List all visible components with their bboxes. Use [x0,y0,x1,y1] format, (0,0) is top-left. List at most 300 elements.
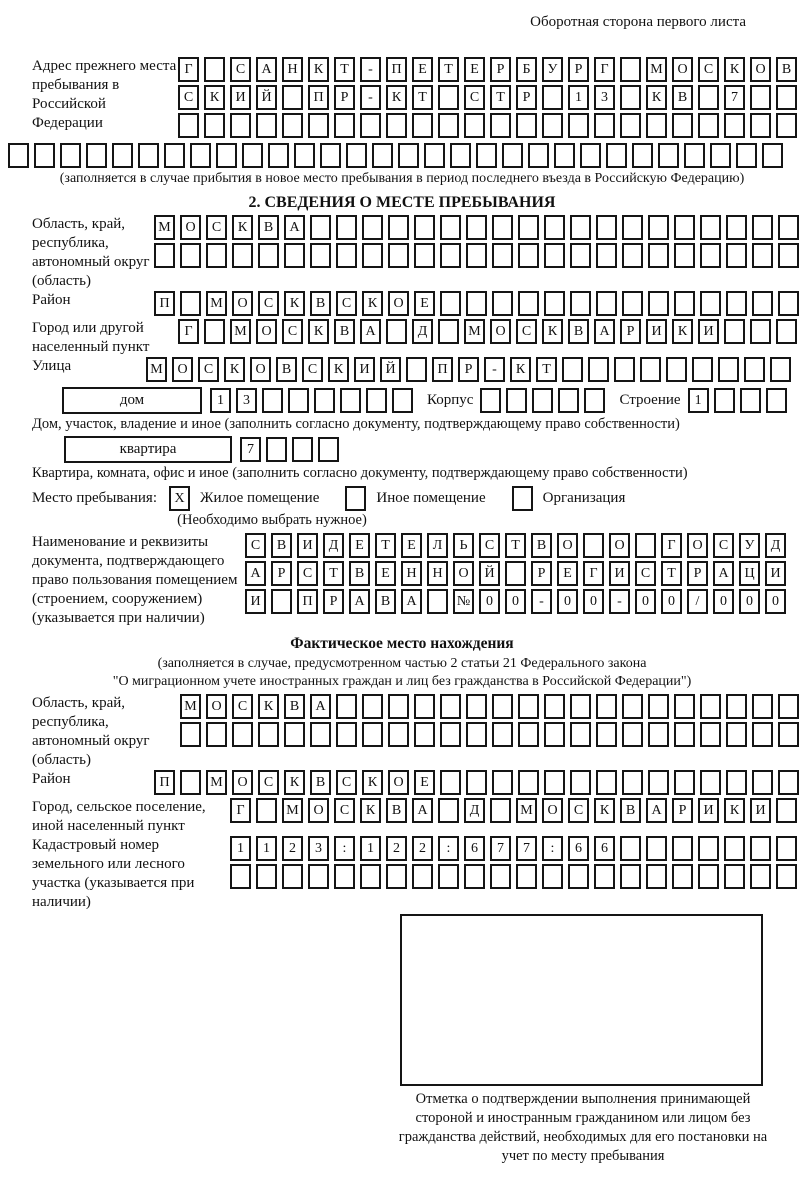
char-cell[interactable]: М [180,694,201,719]
char-cell[interactable] [466,291,487,316]
char-cell[interactable]: Г [583,561,604,586]
char-cell[interactable] [372,143,393,168]
char-cell[interactable]: П [432,357,453,382]
char-cell[interactable]: 1 [230,836,251,861]
char-cell[interactable]: Д [765,533,786,558]
char-cell[interactable]: Л [427,533,448,558]
char-cell[interactable]: Г [661,533,682,558]
char-cell[interactable]: А [646,798,667,823]
char-cell[interactable]: В [276,357,297,382]
char-cell[interactable] [622,722,643,747]
char-cell[interactable]: К [386,85,407,110]
char-cell[interactable] [414,215,435,240]
char-cell[interactable] [282,864,303,889]
char-cell[interactable]: В [531,533,552,558]
char-cell[interactable] [648,722,669,747]
char-cell[interactable]: 0 [583,589,604,614]
char-cell[interactable]: Д [412,319,433,344]
char-cell[interactable] [310,243,331,268]
char-cell[interactable] [672,864,693,889]
char-cell[interactable] [262,388,283,413]
char-cell[interactable]: К [646,85,667,110]
char-cell[interactable] [698,836,719,861]
char-cell[interactable]: Р [271,561,292,586]
char-cell[interactable]: Т [334,57,355,82]
char-cell[interactable] [506,388,527,413]
char-cell[interactable] [518,770,539,795]
char-cell[interactable]: / [687,589,708,614]
char-cell[interactable] [596,694,617,719]
char-cell[interactable] [672,836,693,861]
char-cell[interactable] [640,357,661,382]
char-cell[interactable] [362,722,383,747]
char-cell[interactable] [180,243,201,268]
organization-checkbox[interactable] [512,486,533,511]
char-cell[interactable]: Р [490,57,511,82]
char-cell[interactable]: С [245,533,266,558]
char-cell[interactable] [464,113,485,138]
char-cell[interactable]: 0 [505,589,526,614]
char-cell[interactable] [282,85,303,110]
char-cell[interactable]: - [531,589,552,614]
char-cell[interactable] [438,319,459,344]
char-cell[interactable] [204,319,225,344]
char-cell[interactable] [614,357,635,382]
char-cell[interactable] [518,291,539,316]
char-cell[interactable] [766,388,787,413]
char-cell[interactable] [256,798,277,823]
char-cell[interactable] [532,388,553,413]
char-cell[interactable] [674,243,695,268]
char-cell[interactable] [392,388,413,413]
char-cell[interactable] [558,388,579,413]
char-cell[interactable] [646,113,667,138]
char-cell[interactable] [594,113,615,138]
char-cell[interactable] [596,215,617,240]
char-cell[interactable] [674,694,695,719]
char-cell[interactable] [360,113,381,138]
char-cell[interactable]: Е [349,533,370,558]
char-cell[interactable]: А [349,589,370,614]
char-cell[interactable] [752,722,773,747]
char-cell[interactable] [366,388,387,413]
char-cell[interactable] [492,770,513,795]
char-cell[interactable]: 7 [516,836,537,861]
char-cell[interactable]: О [750,57,771,82]
char-cell[interactable]: А [310,694,331,719]
char-cell[interactable] [438,85,459,110]
char-cell[interactable]: П [154,291,175,316]
char-cell[interactable] [292,437,313,462]
char-cell[interactable] [204,57,225,82]
char-cell[interactable]: П [308,85,329,110]
char-cell[interactable]: С [334,798,355,823]
char-cell[interactable]: С [568,798,589,823]
char-cell[interactable]: С [258,291,279,316]
char-cell[interactable] [554,143,575,168]
char-cell[interactable] [752,694,773,719]
char-cell[interactable] [622,694,643,719]
char-cell[interactable] [583,533,604,558]
char-cell[interactable] [450,143,471,168]
char-cell[interactable] [584,388,605,413]
char-cell[interactable] [505,561,526,586]
char-cell[interactable]: Г [178,57,199,82]
char-cell[interactable] [700,291,721,316]
char-cell[interactable]: К [724,57,745,82]
char-cell[interactable]: С [198,357,219,382]
char-cell[interactable] [700,722,721,747]
char-cell[interactable] [674,770,695,795]
char-cell[interactable] [596,291,617,316]
char-cell[interactable]: С [297,561,318,586]
char-cell[interactable] [778,243,799,268]
char-cell[interactable]: К [284,291,305,316]
char-cell[interactable] [388,722,409,747]
char-cell[interactable] [386,864,407,889]
char-cell[interactable]: И [698,798,719,823]
char-cell[interactable] [648,215,669,240]
char-cell[interactable] [414,722,435,747]
char-cell[interactable] [386,319,407,344]
char-cell[interactable]: А [284,215,305,240]
char-cell[interactable]: У [739,533,760,558]
char-cell[interactable]: О [609,533,630,558]
apartment-field-box[interactable]: квартира [64,436,232,463]
char-cell[interactable] [596,770,617,795]
char-cell[interactable]: К [594,798,615,823]
char-cell[interactable] [724,836,745,861]
char-cell[interactable] [570,722,591,747]
char-cell[interactable] [180,770,201,795]
char-cell[interactable] [674,291,695,316]
char-cell[interactable]: О [180,215,201,240]
char-cell[interactable] [666,357,687,382]
char-cell[interactable]: 1 [568,85,589,110]
char-cell[interactable]: К [328,357,349,382]
char-cell[interactable] [178,113,199,138]
char-cell[interactable]: И [698,319,719,344]
char-cell[interactable] [308,864,329,889]
char-cell[interactable]: 1 [360,836,381,861]
char-cell[interactable] [632,143,653,168]
char-cell[interactable] [606,143,627,168]
char-cell[interactable] [164,143,185,168]
char-cell[interactable] [570,215,591,240]
char-cell[interactable]: 3 [236,388,257,413]
char-cell[interactable] [635,533,656,558]
char-cell[interactable] [492,291,513,316]
char-cell[interactable]: В [284,694,305,719]
char-cell[interactable] [308,113,329,138]
char-cell[interactable] [112,143,133,168]
char-cell[interactable] [518,243,539,268]
char-cell[interactable]: Е [375,561,396,586]
char-cell[interactable]: С [206,215,227,240]
char-cell[interactable] [726,770,747,795]
char-cell[interactable] [778,694,799,719]
char-cell[interactable] [778,770,799,795]
char-cell[interactable] [60,143,81,168]
char-cell[interactable] [700,243,721,268]
char-cell[interactable] [492,215,513,240]
char-cell[interactable] [648,770,669,795]
char-cell[interactable]: С [282,319,303,344]
char-cell[interactable]: В [776,57,797,82]
char-cell[interactable]: А [256,57,277,82]
char-cell[interactable] [466,694,487,719]
char-cell[interactable] [750,113,771,138]
char-cell[interactable] [528,143,549,168]
char-cell[interactable]: В [349,561,370,586]
char-cell[interactable]: П [154,770,175,795]
char-cell[interactable] [622,215,643,240]
char-cell[interactable] [750,319,771,344]
char-cell[interactable] [750,864,771,889]
char-cell[interactable] [336,722,357,747]
char-cell[interactable]: Е [557,561,578,586]
char-cell[interactable] [424,143,445,168]
char-cell[interactable]: С [635,561,656,586]
char-cell[interactable]: Р [323,589,344,614]
char-cell[interactable] [8,143,29,168]
char-cell[interactable] [284,243,305,268]
char-cell[interactable] [438,798,459,823]
char-cell[interactable] [242,143,263,168]
char-cell[interactable]: Й [479,561,500,586]
char-cell[interactable]: С [302,357,323,382]
char-cell[interactable]: И [646,319,667,344]
char-cell[interactable] [542,85,563,110]
char-cell[interactable] [34,143,55,168]
char-cell[interactable]: 0 [635,589,656,614]
char-cell[interactable] [334,864,355,889]
char-cell[interactable] [778,722,799,747]
char-cell[interactable]: - [360,85,381,110]
char-cell[interactable]: Р [458,357,479,382]
char-cell[interactable] [568,113,589,138]
char-cell[interactable] [464,864,485,889]
char-cell[interactable]: Н [427,561,448,586]
char-cell[interactable]: О [388,770,409,795]
char-cell[interactable]: К [284,770,305,795]
char-cell[interactable] [336,243,357,268]
char-cell[interactable] [476,143,497,168]
char-cell[interactable] [310,215,331,240]
char-cell[interactable] [492,722,513,747]
char-cell[interactable]: О [256,319,277,344]
char-cell[interactable] [646,864,667,889]
char-cell[interactable] [700,694,721,719]
char-cell[interactable] [726,291,747,316]
char-cell[interactable] [258,722,279,747]
char-cell[interactable]: 6 [594,836,615,861]
char-cell[interactable] [744,357,765,382]
char-cell[interactable]: К [308,57,329,82]
char-cell[interactable] [412,864,433,889]
char-cell[interactable]: И [609,561,630,586]
char-cell[interactable] [700,770,721,795]
char-cell[interactable]: Е [414,291,435,316]
char-cell[interactable]: 0 [557,589,578,614]
house-field-box[interactable]: дом [62,387,202,414]
char-cell[interactable] [596,722,617,747]
char-cell[interactable]: С [230,57,251,82]
char-cell[interactable]: 7 [490,836,511,861]
char-cell[interactable] [724,319,745,344]
char-cell[interactable]: 3 [594,85,615,110]
char-cell[interactable] [362,215,383,240]
char-cell[interactable]: О [232,770,253,795]
char-cell[interactable] [568,864,589,889]
char-cell[interactable] [684,143,705,168]
char-cell[interactable] [674,215,695,240]
residential-checkbox[interactable]: X [169,486,190,511]
char-cell[interactable]: Е [464,57,485,82]
char-cell[interactable] [206,243,227,268]
char-cell[interactable]: № [453,589,474,614]
char-cell[interactable] [230,864,251,889]
char-cell[interactable] [700,215,721,240]
char-cell[interactable]: Р [531,561,552,586]
char-cell[interactable]: В [258,215,279,240]
char-cell[interactable]: 0 [739,589,760,614]
char-cell[interactable] [362,694,383,719]
char-cell[interactable]: В [310,770,331,795]
char-cell[interactable] [334,113,355,138]
char-cell[interactable]: 6 [464,836,485,861]
char-cell[interactable] [658,143,679,168]
char-cell[interactable] [204,113,225,138]
char-cell[interactable] [284,722,305,747]
char-cell[interactable] [180,722,201,747]
char-cell[interactable]: О [172,357,193,382]
char-cell[interactable]: С [479,533,500,558]
char-cell[interactable]: У [542,57,563,82]
char-cell[interactable] [562,357,583,382]
char-cell[interactable] [542,113,563,138]
char-cell[interactable] [518,694,539,719]
char-cell[interactable]: С [713,533,734,558]
char-cell[interactable]: М [206,770,227,795]
char-cell[interactable] [492,694,513,719]
char-cell[interactable] [386,113,407,138]
char-cell[interactable] [440,291,461,316]
char-cell[interactable] [752,770,773,795]
char-cell[interactable]: Р [516,85,537,110]
char-cell[interactable] [318,437,339,462]
char-cell[interactable]: Ь [453,533,474,558]
char-cell[interactable] [750,836,771,861]
char-cell[interactable]: Р [568,57,589,82]
char-cell[interactable]: А [245,561,266,586]
char-cell[interactable]: К [308,319,329,344]
char-cell[interactable]: Г [230,798,251,823]
char-cell[interactable] [268,143,289,168]
char-cell[interactable]: А [412,798,433,823]
char-cell[interactable]: Р [620,319,641,344]
char-cell[interactable] [440,694,461,719]
char-cell[interactable] [440,243,461,268]
char-cell[interactable]: : [542,836,563,861]
char-cell[interactable] [752,291,773,316]
char-cell[interactable] [620,836,641,861]
char-cell[interactable] [502,143,523,168]
char-cell[interactable] [710,143,731,168]
char-cell[interactable] [724,113,745,138]
char-cell[interactable] [466,243,487,268]
char-cell[interactable]: О [232,291,253,316]
char-cell[interactable] [776,864,797,889]
char-cell[interactable]: О [453,561,474,586]
char-cell[interactable] [310,722,331,747]
char-cell[interactable] [86,143,107,168]
char-cell[interactable] [778,215,799,240]
char-cell[interactable]: - [360,57,381,82]
char-cell[interactable]: Р [687,561,708,586]
char-cell[interactable]: К [362,770,383,795]
char-cell[interactable]: О [542,798,563,823]
char-cell[interactable]: О [687,533,708,558]
char-cell[interactable] [346,143,367,168]
char-cell[interactable] [570,694,591,719]
char-cell[interactable] [726,215,747,240]
char-cell[interactable]: Н [282,57,303,82]
char-cell[interactable]: В [310,291,331,316]
char-cell[interactable] [294,143,315,168]
char-cell[interactable]: К [360,798,381,823]
char-cell[interactable] [466,722,487,747]
char-cell[interactable]: К [224,357,245,382]
char-cell[interactable]: И [354,357,375,382]
char-cell[interactable] [362,243,383,268]
char-cell[interactable] [776,113,797,138]
char-cell[interactable] [750,85,771,110]
char-cell[interactable]: К [258,694,279,719]
char-cell[interactable] [620,113,641,138]
char-cell[interactable] [752,215,773,240]
char-cell[interactable] [490,113,511,138]
char-cell[interactable] [622,770,643,795]
char-cell[interactable] [314,388,335,413]
char-cell[interactable] [414,243,435,268]
char-cell[interactable] [518,215,539,240]
char-cell[interactable]: О [250,357,271,382]
char-cell[interactable]: : [334,836,355,861]
char-cell[interactable]: 0 [661,589,682,614]
char-cell[interactable] [620,57,641,82]
char-cell[interactable]: 7 [724,85,745,110]
char-cell[interactable] [490,798,511,823]
char-cell[interactable]: К [362,291,383,316]
char-cell[interactable] [440,722,461,747]
char-cell[interactable]: Б [516,57,537,82]
char-cell[interactable]: И [245,589,266,614]
char-cell[interactable] [776,319,797,344]
char-cell[interactable] [516,113,537,138]
char-cell[interactable] [620,85,641,110]
char-cell[interactable]: М [464,319,485,344]
char-cell[interactable]: И [750,798,771,823]
char-cell[interactable] [412,113,433,138]
char-cell[interactable]: В [271,533,292,558]
char-cell[interactable] [622,243,643,268]
char-cell[interactable] [480,388,501,413]
char-cell[interactable]: Т [323,561,344,586]
char-cell[interactable] [282,113,303,138]
char-cell[interactable] [388,243,409,268]
char-cell[interactable]: 2 [282,836,303,861]
